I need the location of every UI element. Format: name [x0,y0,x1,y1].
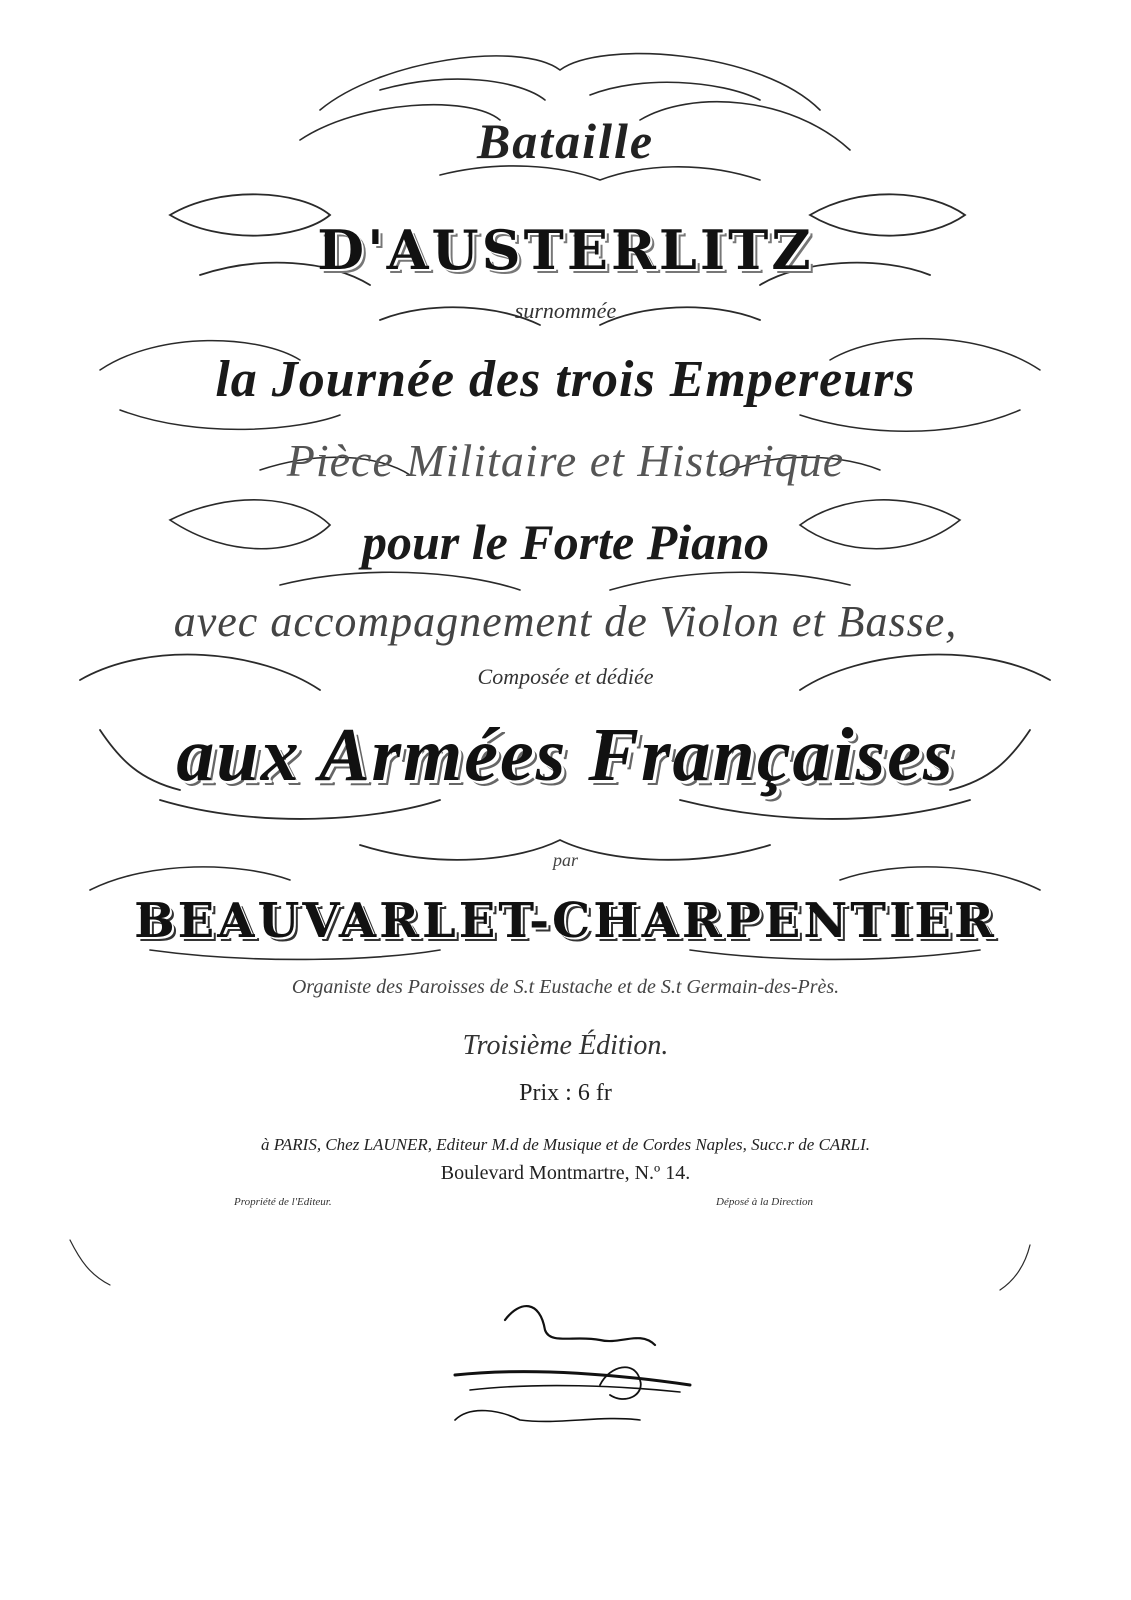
title-austerlitz: D'AUSTERLITZ [317,218,814,282]
composer-title: Organiste des Paroisses de S.t Eustache et de S.t Germain-des-Près. [291,976,840,998]
composer-name: BEAUVARLET-CHARPENTIER [134,893,997,949]
publisher-address: Boulevard Montmartre, N.º 14. [440,1162,691,1184]
subtitle-journee: la Journée des trois Empereurs [215,351,916,408]
subtitle-avec: avec accompagnement de Violon et Basse, [173,597,958,646]
dedication-armees: aux Armées Françaises [176,713,955,797]
signature-flourish [455,1306,690,1421]
subtitle-composee: Composée et dédiée [477,664,654,689]
subtitle-pour: pour le Forte Piano [362,514,769,570]
label-par: par [552,850,578,870]
depose-note: Déposé à la Direction [716,1196,814,1208]
flourish-bottom [70,1240,1030,1290]
propriete-note: Propriété de l'Editeur. [234,1196,332,1208]
publisher-line: à PARIS, Chez LAUNER, Editeur M.d de Musique et de Cordes Naples, Succ.r de CARLI. [260,1135,871,1154]
subtitle-surnommee: surnommée [514,298,617,323]
subtitle-piece: Pièce Militaire et Historique [286,435,845,486]
price-label: Prix : 6 fr [519,1080,612,1106]
edition-label: Troisième Édition. [462,1030,669,1061]
title-bataille: Bataille [476,113,655,169]
